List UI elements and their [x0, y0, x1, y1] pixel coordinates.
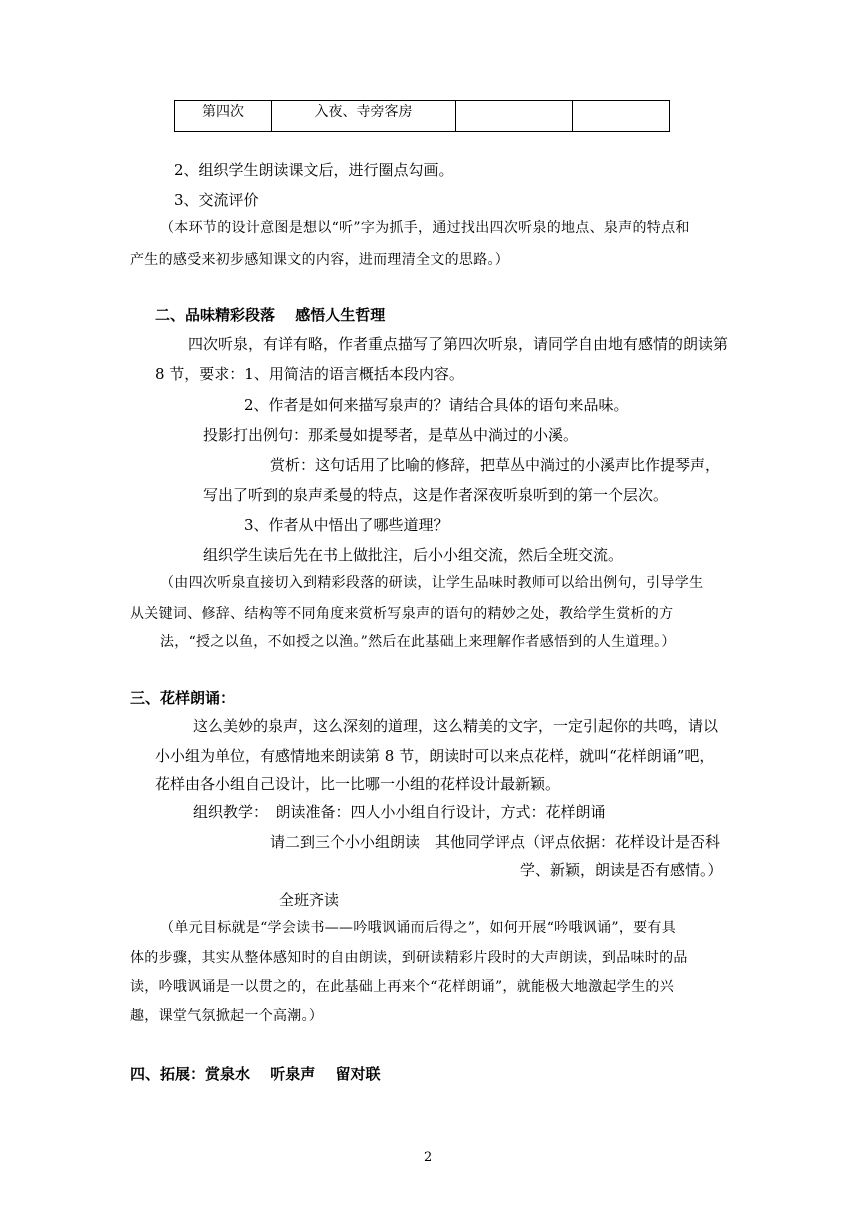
table-cell-feeling	[573, 101, 670, 132]
section-2-heading: 二、品味精彩段落 感悟人生哲理	[155, 306, 386, 324]
step-2-text: 2、组织学生朗读课文后，进行圈点勾画。	[174, 161, 454, 179]
design-note-2-line-1: （由四次听泉直接切入到精彩段落的研读，让学生品味时教师可以给出例句，引导学生	[160, 575, 704, 591]
group-reading-line-1: 请二到三个小小组朗读 其他同学评点（评点依据：花样设计是否科	[270, 833, 721, 851]
section-3-intro-line-2: 小小组为单位，有感情地来朗读第 8 节，朗读时可以来点花样，就叫“花样朗诵”吧，	[155, 747, 715, 765]
organize-text: 组织学生读后先在书上做批注，后小小组交流，然后全班交流。	[203, 546, 624, 564]
section-3-heading: 三、花样朗诵：	[130, 689, 236, 707]
page-number: 2	[424, 1150, 433, 1165]
listening-table	[174, 100, 670, 132]
section-3-intro-line-1: 这么美妙的泉声，这么深刻的道理，这么精美的文字，一定引起你的共鸣，请以	[193, 717, 719, 735]
design-note-3-line-3: 读，吟哦讽诵是一以贯之的，在此基础上再来个“花样朗诵”，就能极大地激起学生的兴	[130, 979, 675, 995]
design-note-2-line-3: 法，“授之以鱼，不如授之以渔。”然后在此基础上来理解作者感悟到的人生道理。）	[160, 634, 676, 650]
example-sentence: 投影打出例句：那柔曼如提琴者，是草丛中淌过的小溪。	[203, 426, 579, 444]
step-3-text: 3、交流评价	[174, 191, 259, 209]
section-2-intro-line-1: 四次听泉，有详有略，作者重点描写了第四次听泉，请同学自由地有感情的朗读第	[188, 335, 729, 353]
table-cell-sound	[456, 101, 573, 132]
design-note-2-line-2: 从关键词、修辞、结构等不同角度来赏析写泉声的语句的精妙之处，教给学生赏析的方	[130, 606, 674, 622]
analysis-line-2: 写出了听到的泉声柔曼的特点，这是作者深夜听泉听到的第一个层次。	[203, 486, 669, 504]
whole-class-reading: 全班齐读	[279, 891, 340, 909]
design-note-1-line-2: 产生的感受来初步感知课文的内容，进而理清全文的思路。）	[130, 252, 510, 268]
design-note-3-line-4: 趣，课堂气氛掀起一个高潮。）	[130, 1008, 324, 1024]
design-note-3-line-1: （单元目标就是“学会读书——吟哦讽诵而后得之”，如何开展“吟哦讽诵”，要有具	[160, 920, 677, 936]
section-4-heading: 四、拓展：赏泉水 听泉声 留对联	[130, 1065, 381, 1083]
table-row	[175, 101, 670, 132]
design-note-3-line-2: 体的步骤，其实从整体感知时的自由朗读，到研读精彩片段时的大声朗读，到品味时的品	[130, 950, 688, 966]
group-reading-line-2: 学、新颖，朗读是否有感情。）	[520, 861, 723, 879]
section-3-intro-line-3: 花样由各小组自己设计，比一比哪一小组的花样设计最新颖。	[155, 775, 561, 793]
requirement-3: 3、作者从中悟出了哪些道理？	[244, 516, 449, 534]
design-note-1-line-1: （本环节的设计意图是想以“听”字为抓手，通过找出四次听泉的地点、泉声的特点和	[160, 220, 690, 236]
analysis-line-1: 赏析：这句话用了比喻的修辞，把草丛中淌过的小溪声比作提琴声，	[270, 456, 721, 474]
table-cell-order: 第四次	[175, 101, 272, 132]
section-2-intro-line-2: 8 节，要求：1、用简洁的语言概括本段内容。	[155, 365, 464, 383]
teaching-organization: 组织教学： 朗读准备：四人小小组自行设计，方式：花样朗诵	[193, 803, 606, 821]
table-cell-place: 入夜、寺旁客房	[272, 101, 456, 132]
requirement-2: 2、作者是如何来描写泉声的？请结合具体的语句来品味。	[244, 396, 629, 414]
